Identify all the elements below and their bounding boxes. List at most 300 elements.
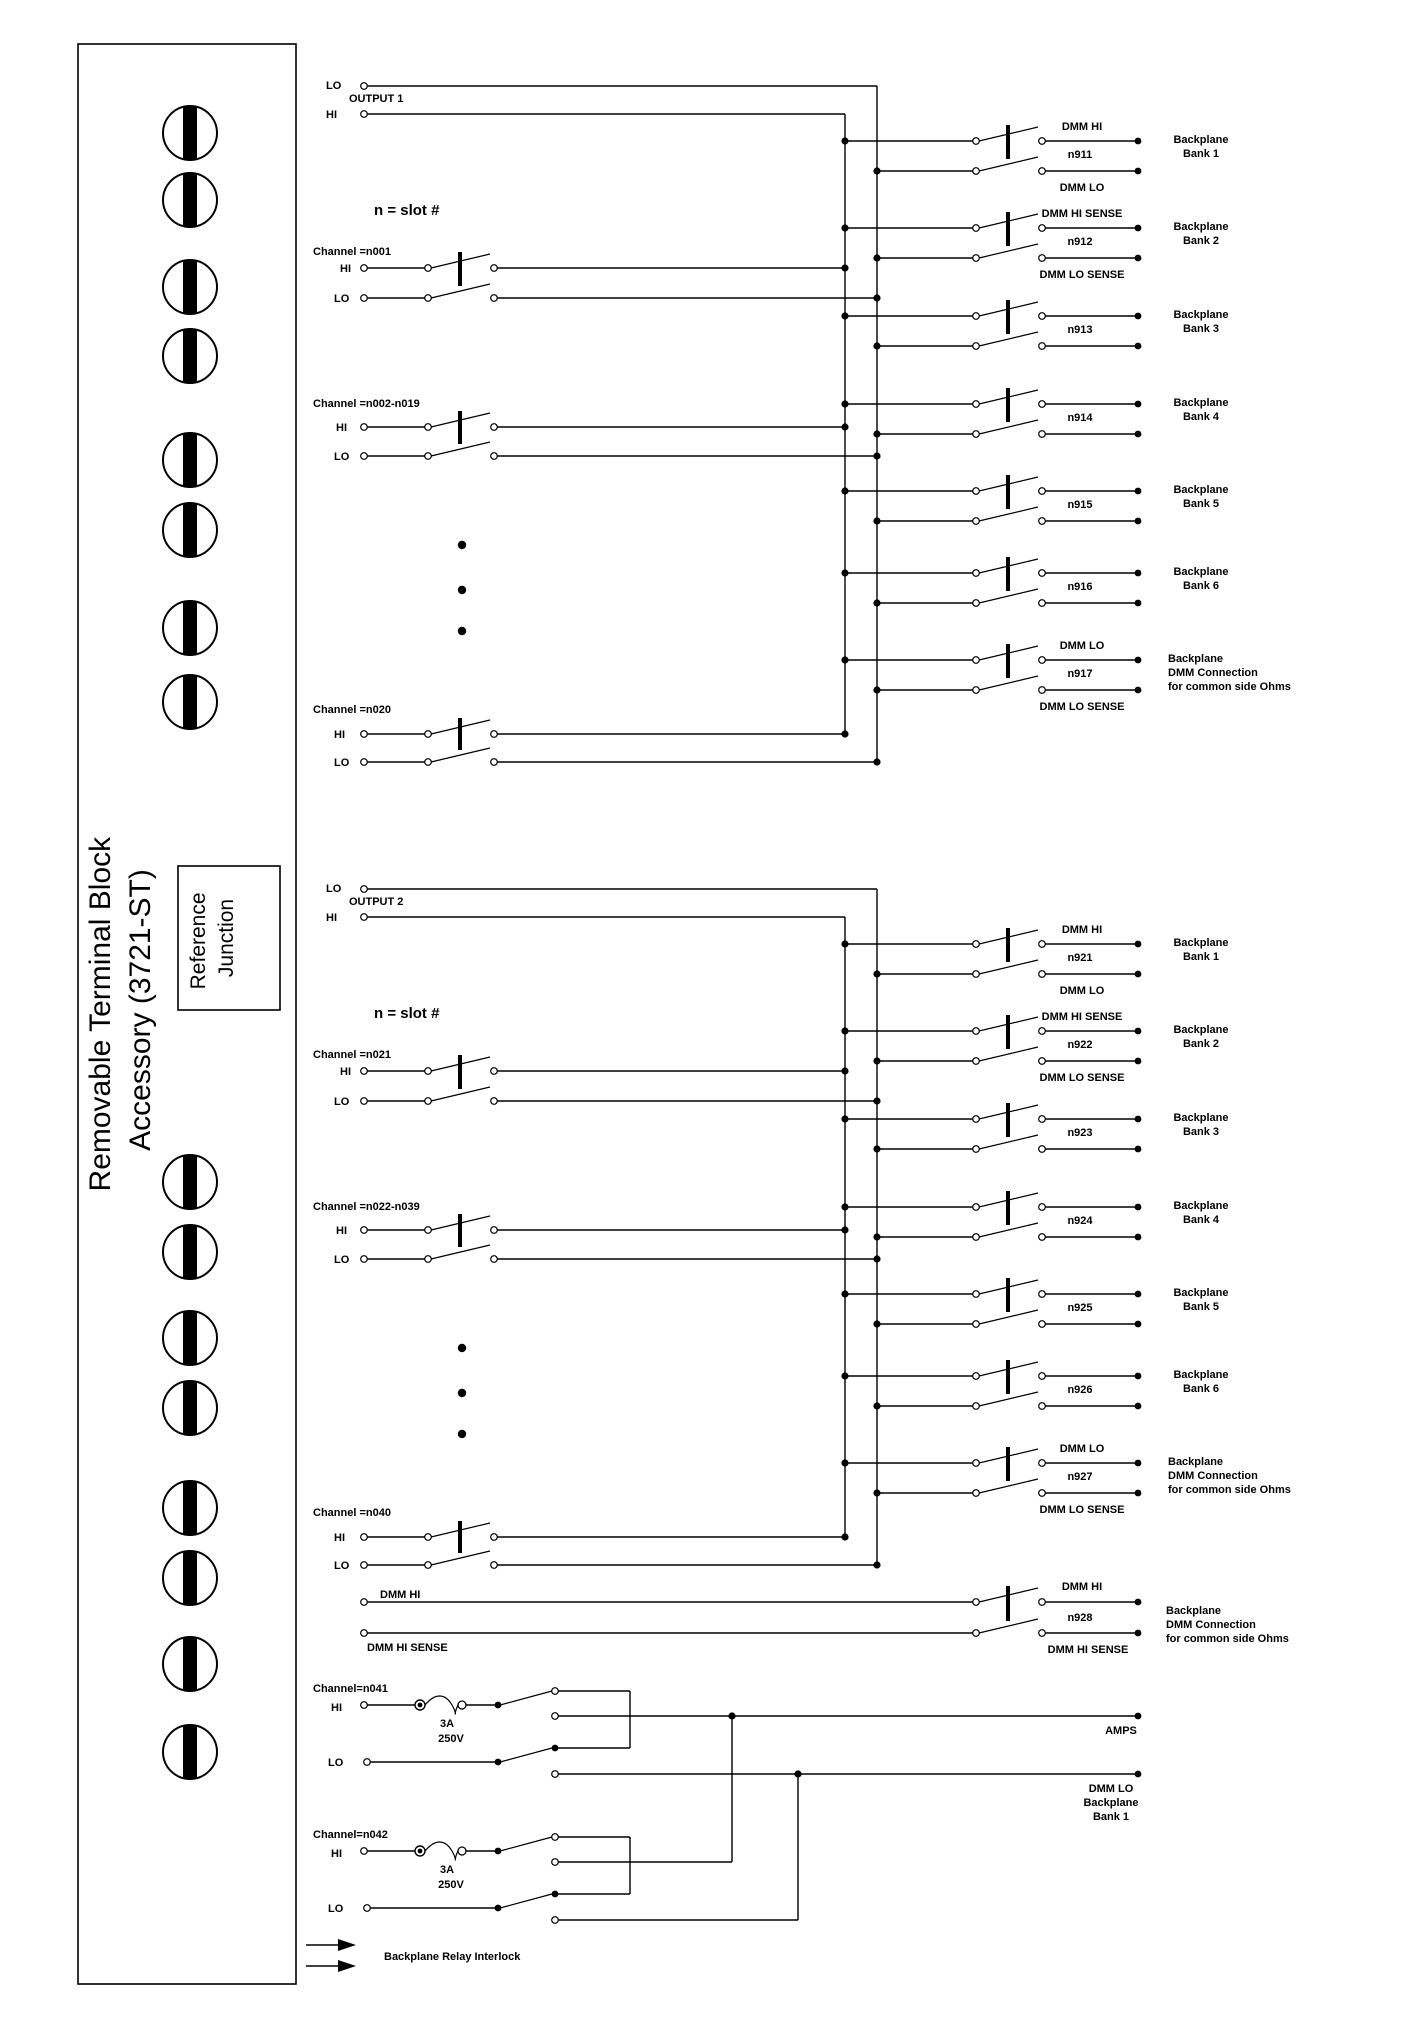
section2-relay-n921-lo-contact	[973, 971, 980, 978]
section2-channel-last-lo-out	[491, 1562, 498, 1569]
section2-relay-n921-bottom-label: DMM LO	[1059, 985, 1105, 997]
dmm-sense-relay-right-bottom-label: DMM HI SENSE	[1047, 1644, 1129, 1656]
section2-relay-n922-lo-contact	[973, 1058, 980, 1065]
section1-channel-mid-lo-label: LO	[334, 451, 350, 463]
section1-relay-n913-hi-end	[1135, 313, 1142, 320]
section1-relay-n914-hi-out	[1039, 401, 1046, 408]
section1-output-hi-label: HI	[326, 109, 337, 121]
section1-channel-last-lo-out	[491, 759, 498, 766]
section2-relay-n924-lo-blade	[979, 1223, 1038, 1237]
amps-label: AMPS	[1105, 1725, 1137, 1737]
amps-channel-n042-hi-label: HI	[331, 1848, 342, 1860]
section2-channel-mid-lo-out	[491, 1256, 498, 1263]
section2-relay-n922-lo-out	[1039, 1058, 1046, 1065]
section2-relay-n922-lo-end	[1135, 1058, 1142, 1065]
dmm-sense-relay-lo-end	[1135, 1630, 1142, 1637]
section2-relay-n925-hi-contact	[973, 1291, 980, 1298]
section1-relay-n917-backplane-label: DMM Connection	[1168, 667, 1258, 679]
amps-channel-n042-fuse-core	[418, 1849, 423, 1854]
section1-relay-n916-backplane-label: Backplane	[1173, 566, 1229, 578]
section2-relay-n924-backplane-label: Bank 4	[1182, 1214, 1220, 1226]
section2-relay-n925-backplane-label: Backplane	[1173, 1287, 1229, 1299]
section1-channel-mid-hi-contact	[425, 424, 432, 431]
section1-relay-n913-code: n913	[1067, 324, 1093, 336]
section2-relay-n922-hi-out	[1039, 1028, 1046, 1035]
screw-slot	[183, 107, 197, 159]
screw-slot	[183, 1156, 197, 1208]
screw-slot	[183, 504, 197, 556]
screw-slot	[183, 1726, 197, 1778]
section2-relay-n925-hi-end	[1135, 1291, 1142, 1298]
section2-channel-last-hi-label: HI	[334, 1532, 345, 1544]
amps-channel-n042-hi-terminal	[361, 1848, 368, 1855]
section1-relay-n915-lo-blade	[979, 507, 1038, 521]
legend-arrow-2-arrow-icon	[338, 1960, 356, 1972]
section2-relay-n921-code: n921	[1067, 952, 1093, 964]
section1-relay-n912-lo-blade	[979, 244, 1038, 258]
section1-relay-n917-hi-out	[1039, 657, 1046, 664]
section2-relay-n924-lo-contact	[973, 1234, 980, 1241]
section2-output-hi-label: HI	[326, 912, 337, 924]
section2-channel-first-hi-contact	[425, 1068, 432, 1075]
section2-relay-n921-backplane-label: Backplane	[1173, 937, 1229, 949]
section2-relay-n926-hi-contact	[973, 1373, 980, 1380]
section1-relay-n912-lo-out	[1039, 255, 1046, 262]
amps-channel-n042-lo-label: LO	[328, 1903, 344, 1915]
section2-ellipsis-dot	[458, 1430, 466, 1438]
section2-relay-n924-hi-contact	[973, 1204, 980, 1211]
section2-relay-n922-hi-contact	[973, 1028, 980, 1035]
section1-relay-n911-hi-contact	[973, 138, 980, 145]
section1-channel-last-hi-out	[491, 731, 498, 738]
section2-relay-n923-hi-end	[1135, 1116, 1142, 1123]
section1-ellipsis-dot	[458, 541, 466, 549]
section2-relay-n924-backplane-label: Backplane	[1173, 1200, 1229, 1212]
section1-relay-n916-hi-contact	[973, 570, 980, 577]
section1-relay-n915-code: n915	[1067, 499, 1093, 511]
amps-channel-n042-fuse-terminal	[458, 1847, 466, 1855]
section1-relay-n914-hi-contact	[973, 401, 980, 408]
section2-relay-n921-hi-contact	[973, 941, 980, 948]
section1-relay-n916-lo-contact	[973, 600, 980, 607]
section1-channel-last-lo-contact	[425, 759, 432, 766]
amps-channel-n042-hi-blade	[500, 1837, 552, 1851]
section1-relay-n913-hi-out	[1039, 313, 1046, 320]
section1-relay-n911-top-label: DMM HI	[1061, 121, 1103, 133]
section1-relay-n917-hi-end	[1135, 657, 1142, 664]
section2-relay-n923-lo-end	[1135, 1146, 1142, 1153]
section1-relay-n914-hi-end	[1135, 401, 1142, 408]
section2-relay-n924-hi-end	[1135, 1204, 1142, 1211]
section1-relay-n917-lo-out	[1039, 687, 1046, 694]
section1-relay-n916-code: n916	[1067, 581, 1093, 593]
section2-relay-n927-hi-contact	[973, 1460, 980, 1467]
section1-relay-n911-lo-end	[1135, 168, 1142, 175]
section1-relay-n913-backplane-label: Bank 3	[1182, 323, 1220, 335]
section2-channel-mid-hi-out	[491, 1227, 498, 1234]
section1-relay-n914-lo-contact	[973, 431, 980, 438]
section1-channel-first-label: Channel =n001	[313, 246, 391, 258]
section1-relay-n913-lo-end	[1135, 343, 1142, 350]
section2-channel-mid-label: Channel =n022-n039	[313, 1201, 420, 1213]
section1-relay-n915-lo-contact	[973, 518, 980, 525]
section2-output-lo-terminal	[361, 886, 368, 893]
section1-relay-n911-hi-out	[1039, 138, 1046, 145]
screw-slot	[183, 1382, 197, 1434]
section2-channel-mid-hi-label: HI	[336, 1225, 347, 1237]
section2-relay-n924-lo-out	[1039, 1234, 1046, 1241]
section1-relay-n917-hi-contact	[973, 657, 980, 664]
dmm-sense-relay-hi-out	[1039, 1599, 1046, 1606]
section1-channel-mid-lo-blade	[431, 442, 490, 456]
screw-slot	[183, 1226, 197, 1278]
screw-slot	[183, 676, 197, 728]
section1-output-lo-terminal	[361, 83, 368, 90]
section2-channel-first-hi-terminal	[361, 1068, 368, 1075]
amps-channel-n042-lo-nc	[552, 1891, 559, 1898]
section1-relay-n912-hi-contact	[973, 225, 980, 232]
section2-relay-n927-backplane-label: Backplane	[1168, 1456, 1224, 1468]
section2-channel-last-lo-contact	[425, 1562, 432, 1569]
section2-relay-n925-lo-blade	[979, 1310, 1038, 1324]
section2-channel-mid-lo-terminal	[361, 1256, 368, 1263]
section2-relay-n927-lo-out	[1039, 1490, 1046, 1497]
dmm-lo-backplane-label: Backplane	[1083, 1797, 1139, 1809]
dmm-sense-relay-lo-contact	[973, 1630, 980, 1637]
section2-relay-n927-lo-blade	[979, 1479, 1038, 1493]
section1-relay-n917-backplane-label: Backplane	[1168, 653, 1224, 665]
section1-relay-n917-backplane-label: for common side Ohms	[1168, 681, 1291, 693]
section2-channel-first-hi-label: HI	[340, 1066, 351, 1078]
section2-relay-n921-hi-end	[1135, 941, 1142, 948]
section2-relay-n926-hi-out	[1039, 1373, 1046, 1380]
section1-relay-n917-lo-blade	[979, 676, 1038, 690]
section2-relay-n925-lo-contact	[973, 1321, 980, 1328]
amps-channel-n041-hi-nc	[552, 1688, 559, 1695]
screw-slot	[183, 1482, 197, 1534]
dmm-sense-relay-backplane-label: for common side Ohms	[1166, 1633, 1289, 1645]
screw-slot	[183, 602, 197, 654]
section1-channel-mid-lo-out	[491, 453, 498, 460]
dmm-sense-relay-backplane-label: DMM Connection	[1166, 1619, 1256, 1631]
section1-channel-mid-lo-terminal	[361, 453, 368, 460]
section2-relay-n926-lo-end	[1135, 1403, 1142, 1410]
section2-relay-n921-lo-out	[1039, 971, 1046, 978]
section1-relay-n913-backplane-label: Backplane	[1173, 309, 1229, 321]
dmm-lo-backplane-label: Bank 1	[1092, 1811, 1130, 1823]
section1-relay-n914-lo-blade	[979, 420, 1038, 434]
amps-channel-n041-label: Channel=n041	[313, 1683, 388, 1695]
amps-channel-n041-hi-terminal	[361, 1702, 368, 1709]
section2-relay-n927-bottom-label: DMM LO SENSE	[1039, 1504, 1125, 1516]
section2-relay-n923-backplane-label: Backplane	[1173, 1112, 1229, 1124]
section1-ellipsis-dot	[458, 627, 466, 635]
dmm-sense-relay-right-top-label: DMM HI	[1061, 1581, 1103, 1593]
section2-output-lo-label: LO	[326, 883, 342, 895]
section2-relay-n923-lo-blade	[979, 1135, 1038, 1149]
section2-relay-n927-top-label: DMM LO	[1059, 1443, 1105, 1455]
amps-channel-n041-lo-no	[552, 1771, 559, 1778]
section1-relay-n912-hi-end	[1135, 225, 1142, 232]
section1-relay-n917-lo-end	[1135, 687, 1142, 694]
section1-channel-last-lo-terminal	[361, 759, 368, 766]
screw-slot	[183, 1552, 197, 1604]
section2-channel-mid-lo-label: LO	[334, 1254, 350, 1266]
section1-relay-n917-code: n917	[1067, 668, 1093, 680]
section2-relay-n922-code: n922	[1067, 1039, 1093, 1051]
section2-relay-n927-hi-out	[1039, 1460, 1046, 1467]
section1-channel-last-hi-label: HI	[334, 729, 345, 741]
amps-channel-n042-hi-nc	[552, 1834, 559, 1841]
section1-relay-n912-hi-out	[1039, 225, 1046, 232]
section2-relay-n927-lo-contact	[973, 1490, 980, 1497]
dmm-sense-relay-lo-out	[1039, 1630, 1046, 1637]
section2-ellipsis-dot	[458, 1389, 466, 1397]
section2-channel-mid-lo-contact	[425, 1256, 432, 1263]
section2-relay-n926-lo-out	[1039, 1403, 1046, 1410]
amps-channel-n041-fuse-core	[418, 1703, 423, 1708]
section1-relay-n911-hi-end	[1135, 138, 1142, 145]
section1-relay-n912-top-label: DMM HI SENSE	[1041, 208, 1123, 220]
section1-relay-n916-lo-out	[1039, 600, 1046, 607]
section1-output-hi-terminal	[361, 111, 368, 118]
section1-relay-n913-lo-out	[1039, 343, 1046, 350]
section2-relay-n923-lo-contact	[973, 1146, 980, 1153]
amps-channel-n041-lo-nc	[552, 1745, 559, 1752]
section2-relay-n923-hi-out	[1039, 1116, 1046, 1123]
section1-relay-n915-hi-contact	[973, 488, 980, 495]
section2-channel-first-lo-out	[491, 1098, 498, 1105]
section2-relay-n926-backplane-label: Bank 6	[1182, 1383, 1220, 1395]
section2-relay-n927-backplane-label: for common side Ohms	[1168, 1484, 1291, 1496]
amps-channel-n041-fuse-voltage: 250V	[438, 1733, 464, 1745]
section1-channel-first-lo-contact	[425, 295, 432, 302]
section2-channel-first-lo-label: LO	[334, 1096, 350, 1108]
section2-relay-n924-code: n924	[1067, 1215, 1093, 1227]
section1-relay-n915-backplane-label: Bank 5	[1182, 498, 1220, 510]
section2-output-label: OUTPUT 2	[349, 896, 404, 908]
section1-channel-first-hi-label: HI	[340, 263, 351, 275]
section1-channel-first-hi-contact	[425, 265, 432, 272]
section1-relay-n913-lo-blade	[979, 332, 1038, 346]
screw-slot	[183, 1638, 197, 1690]
section2-channel-mid-hi-terminal	[361, 1227, 368, 1234]
terminal-block-title: Removable Terminal Block Accessory (3721-ST)	[84, 836, 157, 1192]
section1-relay-n911-lo-out	[1039, 168, 1046, 175]
section1-relay-n914-code: n914	[1067, 412, 1093, 424]
dmm-sense-relay-hi-contact	[973, 1599, 980, 1606]
section1-relay-n914-lo-out	[1039, 431, 1046, 438]
section2-channel-first-label: Channel =n021	[313, 1049, 391, 1061]
section2-relay-n926-hi-end	[1135, 1373, 1142, 1380]
section1-channel-last-hi-contact	[425, 731, 432, 738]
dmm-sense-relay-left-bottom-label: DMM HI SENSE	[367, 1642, 448, 1654]
section2-channel-mid-hi-contact	[425, 1227, 432, 1234]
legend-interlock-label: Backplane Relay Interlock	[384, 1951, 521, 1963]
section2-relay-n922-lo-blade	[979, 1047, 1038, 1061]
section2-relay-n921-lo-end	[1135, 971, 1142, 978]
amps-channel-n041-fuse-terminal	[458, 1701, 466, 1709]
section1-relay-n912-backplane-label: Bank 2	[1182, 235, 1220, 247]
section1-output-label: OUTPUT 1	[349, 93, 404, 105]
section1-relay-n915-backplane-label: Backplane	[1173, 484, 1229, 496]
dmm-sense-relay-lo-blade	[979, 1619, 1038, 1633]
section2-channel-last-hi-terminal	[361, 1534, 368, 1541]
section1-relay-n911-backplane-label: Backplane	[1173, 134, 1229, 146]
section1-relay-n915-lo-out	[1039, 518, 1046, 525]
section2-channel-last-label: Channel =n040	[313, 1507, 391, 1519]
legend-arrow-1-arrow-icon	[338, 1939, 356, 1951]
section2-channel-last-lo-label: LO	[334, 1560, 350, 1572]
section1-relay-n915-lo-end	[1135, 518, 1142, 525]
section1-relay-n911-lo-contact	[973, 168, 980, 175]
section1-relay-n913-lo-contact	[973, 343, 980, 350]
section1-relay-n916-backplane-label: Bank 6	[1182, 580, 1220, 592]
amps-channel-n041-lo-blade	[500, 1748, 552, 1762]
section2-channel-first-lo-contact	[425, 1098, 432, 1105]
screw-slot	[183, 434, 197, 486]
amps-channel-n041-hi-label: HI	[331, 1702, 342, 1714]
dmm-sense-relay-backplane-label: Backplane	[1166, 1605, 1222, 1617]
section1-relay-n914-backplane-label: Backplane	[1173, 397, 1229, 409]
section1-channel-first-hi-out	[491, 265, 498, 272]
section2-channel-first-hi-out	[491, 1068, 498, 1075]
section2-relay-n922-hi-end	[1135, 1028, 1142, 1035]
amps-channel-n042-lo-no	[552, 1917, 559, 1924]
section1-ellipsis-dot	[458, 586, 466, 594]
section1-relay-n912-bottom-label: DMM LO SENSE	[1039, 269, 1125, 281]
section2-relay-n926-backplane-label: Backplane	[1173, 1369, 1229, 1381]
amps-channel-n042-fuse-current: 3A	[439, 1864, 455, 1876]
section1-relay-n916-lo-blade	[979, 589, 1038, 603]
dmm-lo-bus-end	[1135, 1771, 1142, 1778]
section2-relay-n923-code: n923	[1067, 1127, 1093, 1139]
section1-relay-n911-backplane-label: Bank 1	[1182, 148, 1220, 160]
section1-channel-last-hi-terminal	[361, 731, 368, 738]
section1-channel-last-lo-blade	[431, 748, 490, 762]
amps-channel-n042-fuse-element	[425, 1842, 458, 1860]
amps-channel-n042-hi-no	[552, 1859, 559, 1866]
section1-channel-mid-hi-terminal	[361, 424, 368, 431]
section2-relay-n924-hi-out	[1039, 1204, 1046, 1211]
section1-relay-n917-bottom-label: DMM LO SENSE	[1039, 701, 1125, 713]
section2-relay-n927-backplane-label: DMM Connection	[1168, 1470, 1258, 1482]
section2-relay-n925-code: n925	[1067, 1302, 1093, 1314]
section2-relay-n923-lo-out	[1039, 1146, 1046, 1153]
screw-slot	[183, 174, 197, 226]
amps-channel-n041-hi-no	[552, 1713, 559, 1720]
section2-relay-n926-lo-contact	[973, 1403, 980, 1410]
section2-channel-mid-lo-blade	[431, 1245, 490, 1259]
section2-relay-n922-backplane-label: Backplane	[1173, 1024, 1229, 1036]
section2-relay-n922-top-label: DMM HI SENSE	[1041, 1011, 1123, 1023]
section2-relay-n921-top-label: DMM HI	[1061, 924, 1103, 936]
section1-relay-n917-lo-contact	[973, 687, 980, 694]
dmm-sense-relay-hi-end	[1135, 1599, 1142, 1606]
section1-relay-n911-code: n911	[1067, 149, 1093, 161]
dmm-sense-relay-left-top-label: DMM HI	[380, 1589, 421, 1601]
section2-output-hi-terminal	[361, 914, 368, 921]
section2-relay-n927-hi-end	[1135, 1460, 1142, 1467]
screw-slot	[183, 1312, 197, 1364]
dmm-lo-backplane-label: DMM LO	[1088, 1783, 1134, 1795]
section1-relay-n916-hi-end	[1135, 570, 1142, 577]
section1-channel-first-lo-label: LO	[334, 293, 350, 305]
screw-slot	[183, 261, 197, 313]
screw-slot	[183, 330, 197, 382]
section1-relay-n916-hi-out	[1039, 570, 1046, 577]
section2-relay-n923-hi-contact	[973, 1116, 980, 1123]
section1-relay-n913-hi-contact	[973, 313, 980, 320]
section1-channel-mid-hi-label: HI	[336, 422, 347, 434]
section1-relay-n912-backplane-label: Backplane	[1173, 221, 1229, 233]
amps-channel-n042-lo-terminal	[364, 1905, 371, 1912]
section2-relay-n926-lo-blade	[979, 1392, 1038, 1406]
dmm-sense-relay-lo-terminal	[361, 1630, 368, 1637]
section2-channel-last-hi-out	[491, 1534, 498, 1541]
section2-channel-last-lo-blade	[431, 1551, 490, 1565]
section1-relay-n911-lo-blade	[979, 157, 1038, 171]
section1-channel-last-lo-label: LO	[334, 757, 350, 769]
amps-channel-n042-lo-blade	[500, 1894, 552, 1908]
amps-channel-n042-label: Channel=n042	[313, 1829, 388, 1841]
reference-junction-label: Reference Junction	[187, 892, 238, 990]
amps-channel-n041-hi-blade	[500, 1691, 552, 1705]
section2-ellipsis-dot	[458, 1344, 466, 1352]
section1-channel-mid-hi-out	[491, 424, 498, 431]
section1-channel-first-lo-blade	[431, 284, 490, 298]
section1-channel-mid-label: Channel =n002-n019	[313, 398, 420, 410]
section1-relay-n914-lo-end	[1135, 431, 1142, 438]
section2-relay-n921-lo-blade	[979, 960, 1038, 974]
section1-relay-n912-code: n912	[1067, 236, 1093, 248]
section2-relay-n927-lo-end	[1135, 1490, 1142, 1497]
section2-relay-n925-lo-end	[1135, 1321, 1142, 1328]
section1-relay-n916-lo-end	[1135, 600, 1142, 607]
section1-output-lo-label: LO	[326, 80, 342, 92]
section1-relay-n911-bottom-label: DMM LO	[1059, 182, 1105, 194]
section2-relay-n925-lo-out	[1039, 1321, 1046, 1328]
section2-relay-n922-backplane-label: Bank 2	[1182, 1038, 1220, 1050]
amps-channel-n042-fuse-voltage: 250V	[438, 1879, 464, 1891]
section1-relay-n915-hi-out	[1039, 488, 1046, 495]
section1-relay-n915-hi-end	[1135, 488, 1142, 495]
section2-channel-first-lo-blade	[431, 1087, 490, 1101]
section2-relay-n927-code: n927	[1067, 1471, 1093, 1483]
amps-bus-end	[1135, 1713, 1142, 1720]
section2-relay-n926-code: n926	[1067, 1384, 1093, 1396]
section1-relay-n912-lo-contact	[973, 255, 980, 262]
section1-channel-first-hi-terminal	[361, 265, 368, 272]
section2-relay-n923-backplane-label: Bank 3	[1182, 1126, 1220, 1138]
dmm-sense-relay-code: n928	[1067, 1612, 1093, 1624]
section2-relay-n921-backplane-label: Bank 1	[1182, 951, 1220, 963]
section1-channel-first-lo-terminal	[361, 295, 368, 302]
section2-relay-n924-lo-end	[1135, 1234, 1142, 1241]
amps-channel-n041-lo-terminal	[364, 1759, 371, 1766]
section2-channel-last-hi-contact	[425, 1534, 432, 1541]
section1-channel-last-label: Channel =n020	[313, 704, 391, 716]
section2-relay-n922-bottom-label: DMM LO SENSE	[1039, 1072, 1125, 1084]
section2-relay-n921-hi-out	[1039, 941, 1046, 948]
section1-slot-note: n = slot #	[374, 202, 440, 219]
dmm-sense-relay-hi-terminal	[361, 1599, 368, 1606]
section1-relay-n917-top-label: DMM LO	[1059, 640, 1105, 652]
section2-channel-last-lo-terminal	[361, 1562, 368, 1569]
section2-slot-note: n = slot #	[374, 1005, 440, 1022]
section2-relay-n925-backplane-label: Bank 5	[1182, 1301, 1220, 1313]
section1-channel-first-lo-out	[491, 295, 498, 302]
